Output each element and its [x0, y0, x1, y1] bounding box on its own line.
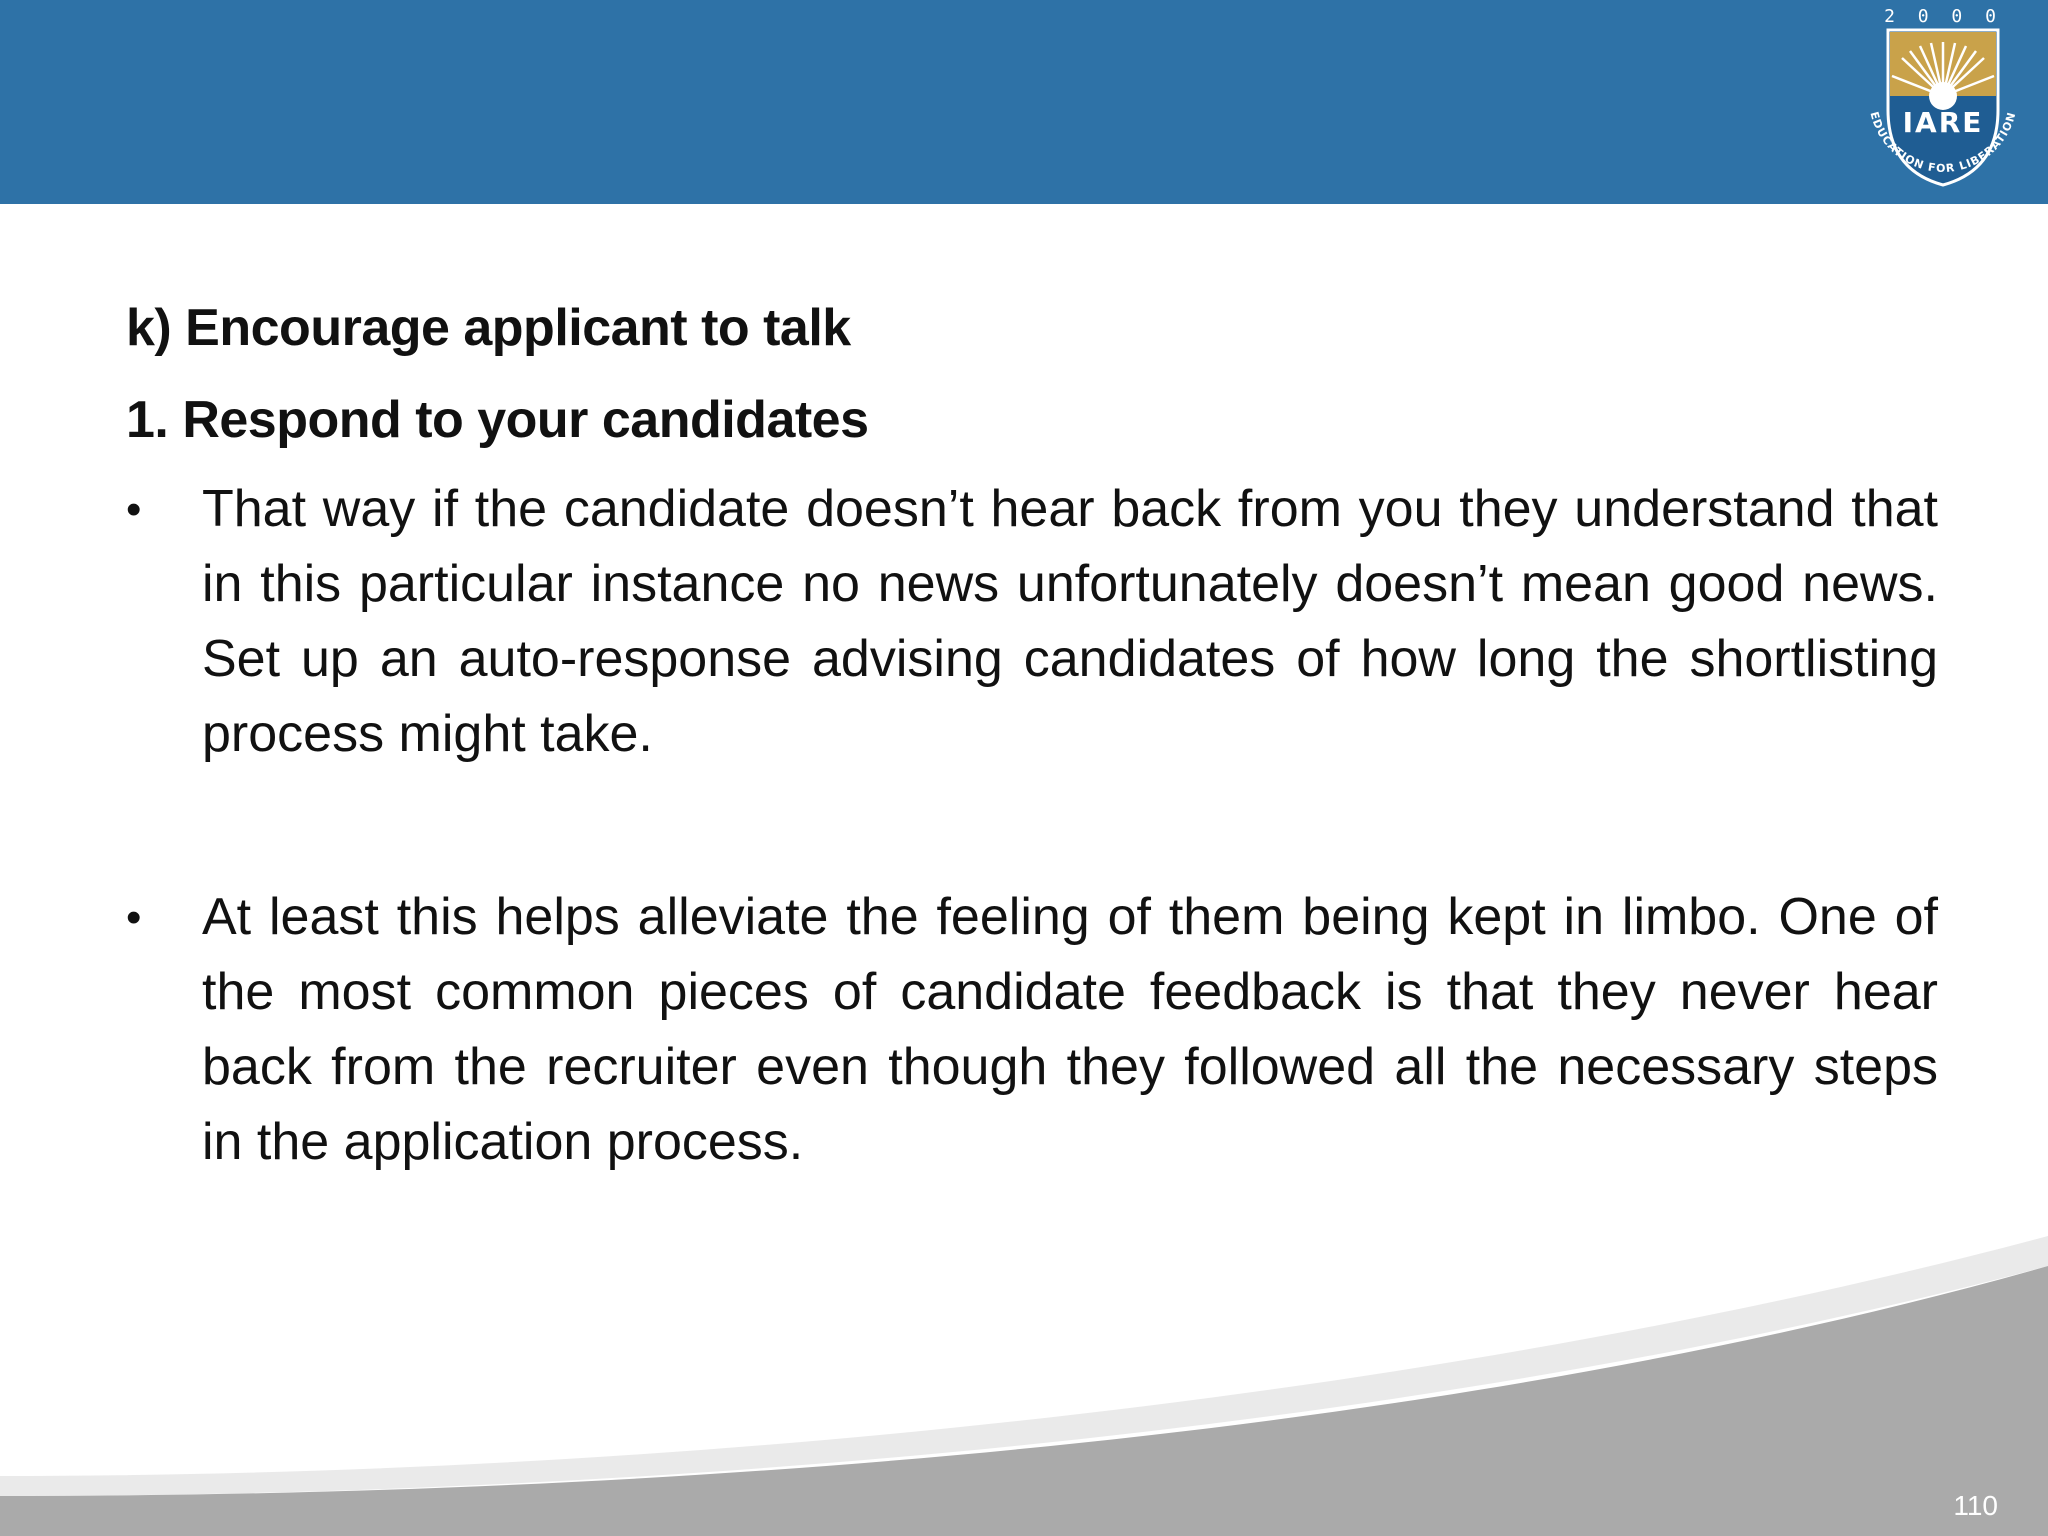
- bullet-text: At least this helps alleviate the feeling of them being kept in limbo. One of the most common pieces of candidate feedback is that they never hear back from the recruiter even though they followed all the necessary steps in the application process.: [202, 888, 1938, 1171]
- logo-name: IARE: [1902, 106, 1984, 139]
- bullet-icon: •: [126, 485, 142, 534]
- bullet-item: [126, 472, 1938, 772]
- section-heading: k) Encourage applicant to talk: [126, 299, 851, 357]
- bullet-icon: •: [126, 893, 142, 942]
- logo-year: 2 0 0 0: [1884, 6, 2002, 27]
- footer-wave: [0, 1196, 2048, 1536]
- subsection-heading: 1. Respond to your candidates: [126, 391, 869, 449]
- bullet-list: [126, 472, 1938, 1180]
- logo-motto: EDUCATION FOR LIBERATION: [1867, 110, 2019, 175]
- page-number: 110: [1953, 1490, 1998, 1521]
- bullet-item: [126, 880, 1938, 1180]
- header-bar: [0, 0, 2048, 204]
- bullet-text: That way if the candidate doesn’t hear back from you they understand that in this particular instance no news unfortunately doesn’t mean good news. Set up an auto-response advising candidates of how long the shortlisting process might take.: [202, 480, 1938, 763]
- iare-logo: [1848, 0, 2038, 204]
- slide-content: [126, 282, 1938, 1180]
